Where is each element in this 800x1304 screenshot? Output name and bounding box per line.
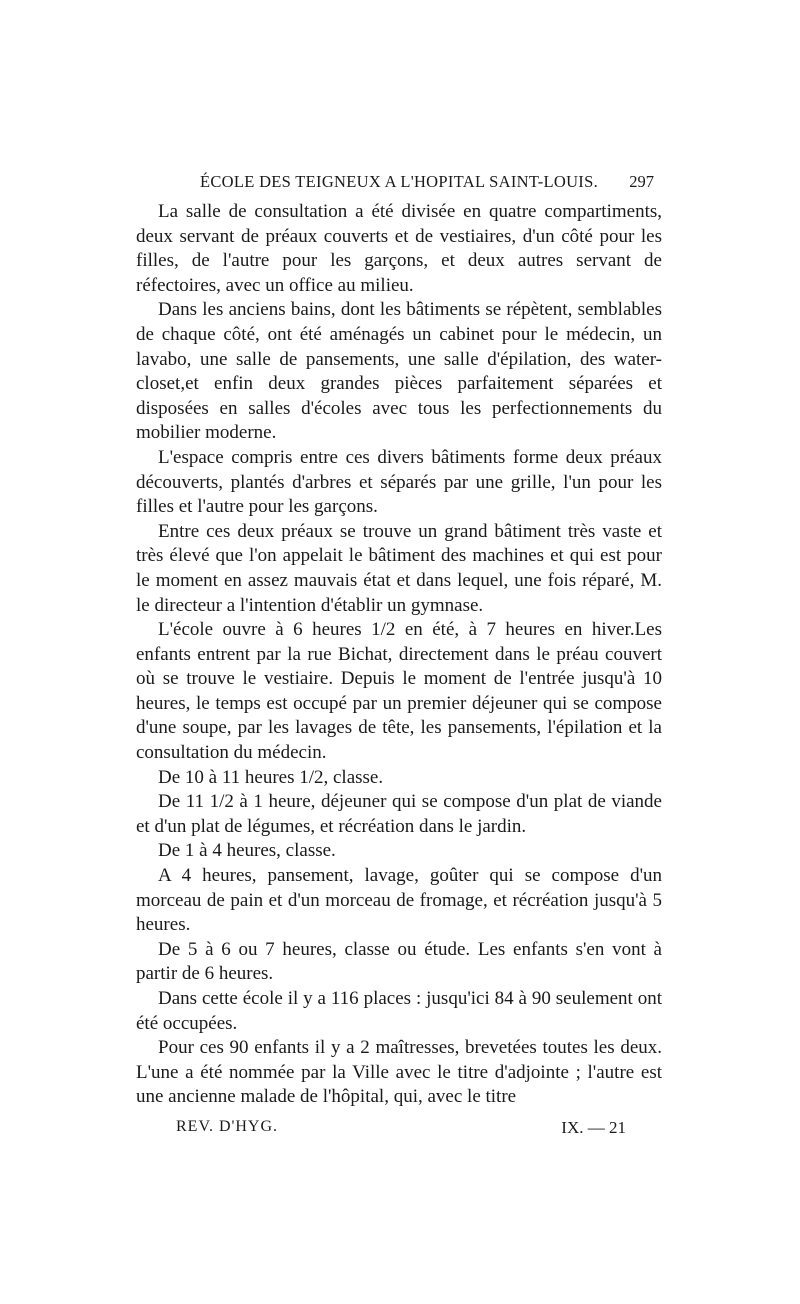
paragraph: De 10 à 11 heures 1/2, classe. (158, 766, 384, 788)
paragraph: L'école ouvre à 6 heures 1/2 en été, à 7 heures en hiver.Les enfants entrent par la rue Bichat, directement dans le préau couvert où se trouve le vestiaire. Depuis le moment de l'entrée jusqu'à 10 heures, le temps est occupé par un premier déjeuner qui se compose d'une soupe, par les lavages de tête, les pansements, l'épilation et la consultation du médecin. (136, 619, 662, 764)
paragraph: Pour ces 90 enfants il y a 2 maîtresses, brevetées toutes les deux. L'une a été nommée par la Ville avec le titre d'adjointe ; l'autre est une ancienne malade de l'hôpital, qui, avec le titre (136, 1037, 662, 1108)
paragraph: Entre ces deux préaux se trouve un grand bâtiment très vaste et très élevé que l'on appelait le bâtiment des machines et qui est pour le moment en assez mauvais état et dans lequel, une fois réparé, M. le directeur a l'intention d'établir un gymnase. (136, 520, 662, 616)
journal-signature: REV. D'HYG. (176, 1118, 279, 1135)
paragraph: De 5 à 6 ou 7 heures, classe ou étude. Les enfants s'en vont à partir de 6 heures. (136, 938, 662, 985)
paragraph: Dans cette école il y a 116 places : jusqu'ici 84 à 90 seulement ont été occupées. (136, 988, 662, 1034)
paragraph: La salle de consultation a été divisée en quatre compartiments, deux servant de préaux couverts et de vestiaires, d'un côté pour les filles, de l'autre pour les garçons, et deux autres servant de réfectoires, avec un office au milieu. (136, 201, 662, 296)
body-text (136, 200, 662, 1110)
running-header (172, 172, 654, 198)
paragraph: A 4 heures, pansement, lavage, goûter qui se compose d'un morceau de pain et d'un morceau de fromage, et récréation jusqu'à 5 heures. (136, 865, 662, 936)
signature-mark: IX. — 21 (561, 1118, 626, 1137)
page-footer (172, 1118, 626, 1144)
paragraph: De 1 à 4 heures, classe. (158, 840, 336, 862)
page-number: 297 (629, 172, 654, 191)
paragraph: L'espace compris entre ces divers bâtiments forme deux préaux découverts, plantés d'arbres et séparés par une grille, l'un pour les filles et l'autre pour les garçons. (136, 446, 662, 518)
paragraph: De 11 1/2 à 1 heure, déjeuner qui se compose d'un plat de viande et d'un plat de légumes, et récréation dans le jardin. (136, 791, 662, 837)
running-title: ÉCOLE DES TEIGNEUX A L'HOPITAL SAINT-LOUIS. (200, 172, 599, 191)
paragraph: Dans les anciens bains, dont les bâtiments se répètent, semblables de chaque côté, ont été aménagés un cabinet pour le médecin, un lavabo, une salle de pansements, une salle d'épilation, des water-closet,et enfin deux grandes pièces parfaitement séparées et disposées en salles d'écoles avec tous les perfectionnements du mobilier moderne. (136, 299, 662, 444)
